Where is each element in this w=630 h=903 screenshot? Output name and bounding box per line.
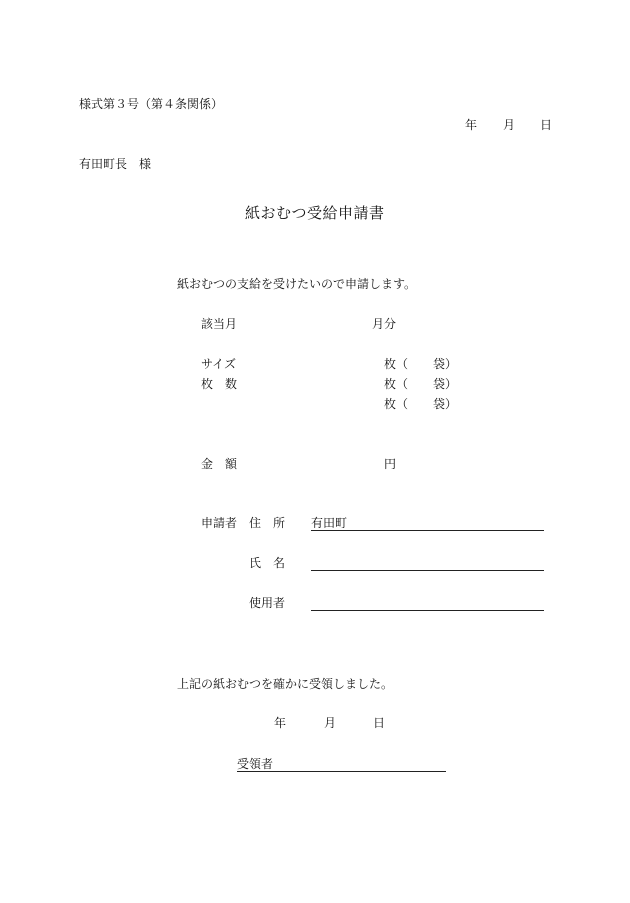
header-date-day: 日: [540, 118, 553, 132]
quantity-row-1-sheets: 枚（: [384, 357, 409, 371]
applicable-month-label: 該当月: [201, 317, 238, 331]
quantity-row-2-bags: 袋）: [433, 377, 458, 391]
applicant-section-label: 申請者: [201, 516, 238, 530]
count-label: 枚 数: [201, 377, 238, 391]
quantity-row-2-sheets: 枚（: [384, 377, 409, 391]
receipt-date-day: 日: [373, 716, 386, 730]
form-number: 様式第３号（第４条関係）: [79, 97, 224, 111]
request-statement: 紙おむつの支給を受けたいので申請します。: [177, 277, 417, 291]
user-label: 使用者: [249, 596, 286, 610]
amount-label: 金 額: [201, 457, 238, 471]
header-date-year: 年: [465, 118, 478, 132]
address-underline: [311, 530, 544, 531]
recipient-label: 受領者: [237, 757, 274, 771]
quantity-row-1-bags: 袋）: [433, 357, 458, 371]
size-label: サイズ: [201, 357, 237, 371]
name-underline: [311, 570, 544, 571]
user-underline: [311, 610, 544, 611]
recipient-underline: [237, 771, 446, 772]
page-title: 紙おむつ受給申請書: [245, 204, 385, 222]
name-label: 氏 名: [249, 556, 286, 570]
addressee: 有田町長 様: [79, 157, 152, 171]
receipt-statement: 上記の紙おむつを確かに受領しました。: [177, 677, 394, 691]
header-date-month: 月: [503, 118, 516, 132]
applicable-month-unit: 月分: [372, 317, 397, 331]
receipt-date-year: 年: [274, 716, 287, 730]
quantity-row-3-sheets: 枚（: [384, 397, 409, 411]
receipt-date-month: 月: [324, 716, 337, 730]
address-label: 住 所: [249, 516, 286, 530]
amount-unit: 円: [384, 457, 397, 471]
address-value: 有田町: [311, 516, 348, 530]
quantity-row-3-bags: 袋）: [433, 397, 458, 411]
